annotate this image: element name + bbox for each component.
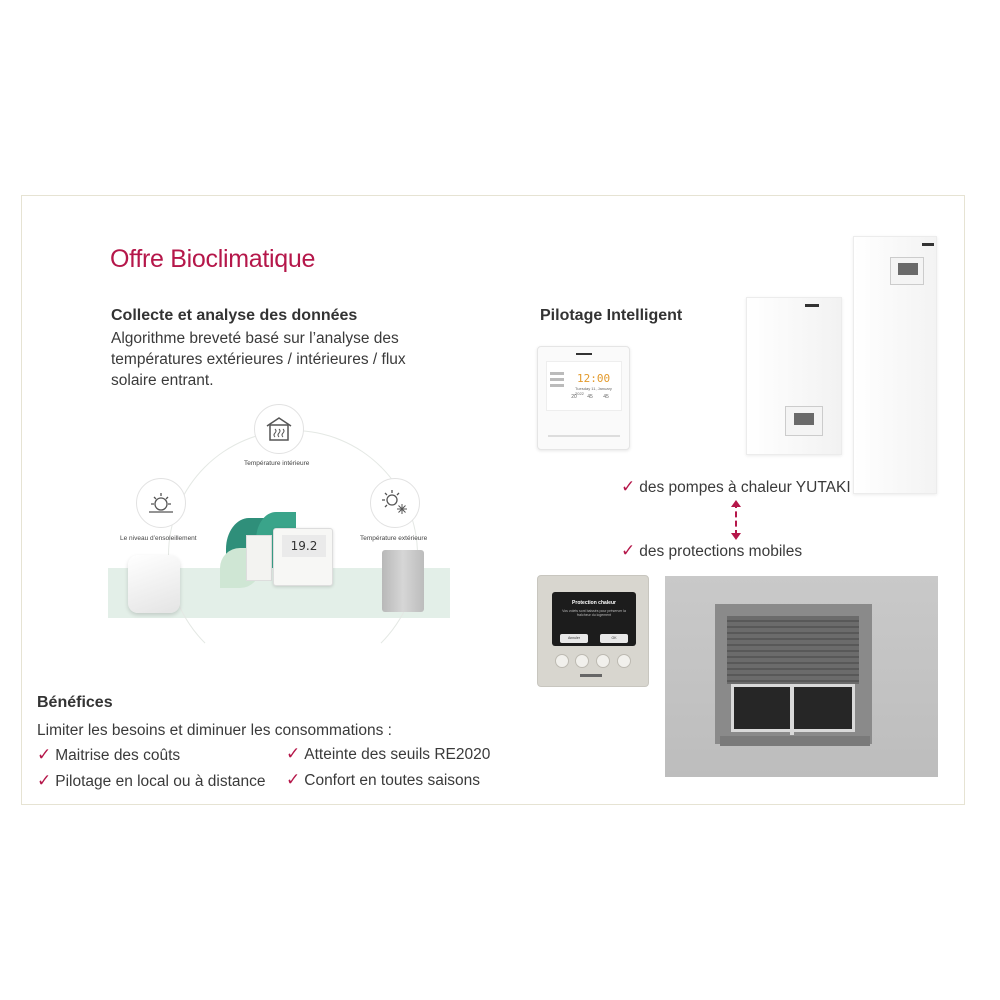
double-arrow-connector	[735, 502, 737, 536]
shutter-round-button	[555, 654, 569, 668]
controller-buttons	[548, 435, 620, 437]
shutter-screen	[552, 592, 636, 646]
controller-temp-2: 45	[587, 394, 593, 400]
thermostat-display: 19.2	[282, 535, 326, 557]
shutter-round-button	[617, 654, 631, 668]
brand-logo	[805, 304, 819, 307]
controller-screen	[546, 361, 622, 411]
heat-pump-unit-tall	[853, 236, 937, 494]
check-icon: ✓	[37, 771, 52, 790]
check-icon: ✓	[37, 745, 52, 764]
sensor-diagram	[108, 400, 450, 622]
shutter-round-button	[596, 654, 610, 668]
controller-temp-1: 20	[571, 394, 577, 400]
check-icon: ✓	[286, 744, 301, 763]
arrow-down-icon	[731, 533, 741, 540]
label-temperature-interieure: Température intérieure	[244, 460, 310, 467]
brand-logo	[580, 674, 602, 677]
benefice-item: ✓ Atteinte des seuils RE2020	[286, 744, 491, 763]
shutter-screen-subtitle: Vos volets sont baissés pour préserver la fraîcheur du logement	[562, 609, 626, 617]
label-ensoleillement: Le niveau d’ensoleillement	[120, 535, 197, 542]
shutter-ok-button: OK	[600, 634, 628, 643]
controller-temp-3: 45	[603, 394, 609, 400]
collecte-line-3: solaire entrant.	[111, 372, 214, 389]
benefice-item: ✓ Pilotage en local ou à distance	[37, 771, 266, 790]
sun-snow-icon	[370, 478, 420, 528]
sun-cloud-icon	[136, 478, 186, 528]
outdoor-sensor-device	[382, 550, 424, 612]
shutter-round-button	[575, 654, 589, 668]
benefices-heading: Bénéfices	[37, 694, 113, 711]
yutaki-controller	[537, 346, 630, 450]
pilotage-heading: Pilotage Intelligent	[540, 307, 683, 324]
thermostat-device	[273, 528, 333, 586]
check-icon: ✓	[621, 477, 636, 496]
heat-pump-unit-small	[746, 297, 842, 455]
window-shutter-photo	[665, 576, 938, 777]
benefice-item: ✓ Maitrise des coûts	[37, 745, 181, 764]
bullet-pompes-a-chaleur: ✓ des pompes à chaleur YUTAKI	[621, 477, 851, 496]
relay-module	[246, 535, 272, 581]
controller-time: 12:00	[577, 372, 611, 385]
shutter-cancel-button: Annuler	[560, 634, 588, 643]
shutter-controller	[537, 575, 649, 687]
shutter-screen-title: Protection chaleur	[572, 600, 616, 606]
benefice-item: ✓ Confort en toutes saisons	[286, 770, 481, 789]
slide-title: Offre Bioclimatique	[110, 245, 316, 273]
unit-control-panel	[890, 257, 924, 285]
collecte-line-2: températures extérieures / intérieures / flux	[111, 351, 406, 368]
label-temperature-exterieure: Température extérieure	[360, 535, 428, 542]
bullet-protections-mobiles: ✓ des protections mobiles	[621, 541, 803, 560]
collecte-line-1: Algorithme breveté basé sur l’analyse des	[111, 330, 399, 347]
check-icon: ✓	[621, 541, 636, 560]
sun-sensor-device	[128, 555, 180, 613]
controller-date: Tuesday 11, January 2022	[575, 386, 612, 396]
collecte-heading: Collecte et analyse des données	[111, 307, 358, 324]
unit-control-panel	[785, 406, 823, 436]
brand-logo	[922, 243, 934, 246]
benefices-intro: Limiter les besoins et diminuer les consommations :	[37, 722, 392, 739]
brand-logo	[576, 353, 592, 355]
check-icon: ✓	[286, 770, 301, 789]
house-heat-icon	[254, 404, 304, 454]
